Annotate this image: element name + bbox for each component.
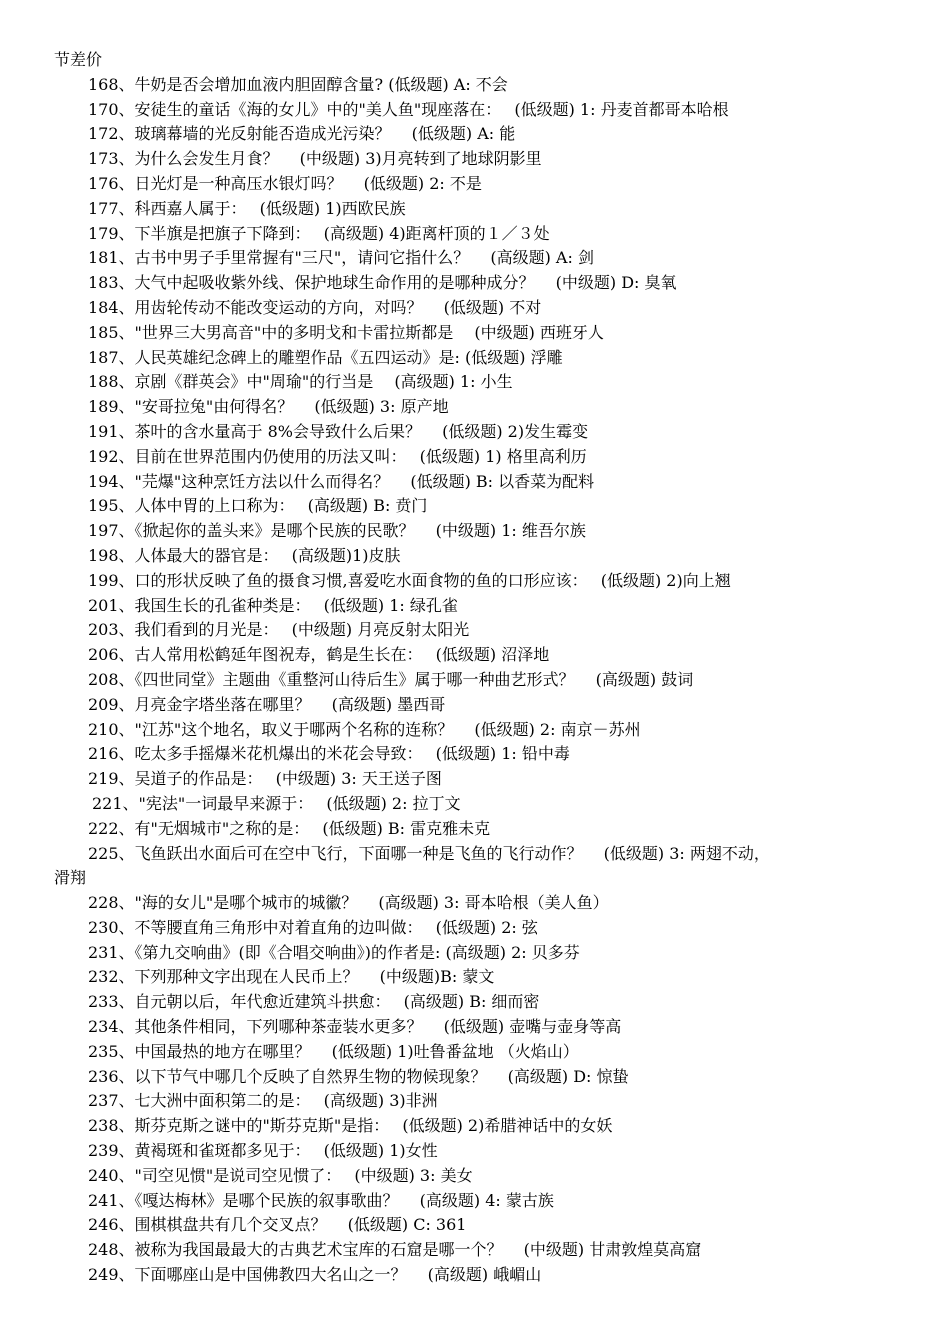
question-201: 201、我国生长的孔雀种类是： (低级题) 1: 绿孔雀 — [88, 595, 458, 615]
question-219: 219、吴道子的作品是： (中级题) 3: 天王送子图 — [88, 769, 442, 789]
question-234: 234、其他条件相同，下列哪种茶壶装水更多？ (低级题) 壶嘴与壶身等高 — [88, 1017, 622, 1037]
question-198: 198、人体最大的器官是： (高级题)1)皮肤 — [88, 545, 401, 565]
question-194: 194、"芫爆"这种烹饪方法以什么而得名？ (低级题) B: 以香菜为配料 — [88, 471, 595, 491]
question-222: 222、有"无烟城市"之称的是： (低级题) B: 雷克雅未克 — [88, 818, 491, 838]
question-225-continuation: 滑翔 — [54, 868, 87, 888]
question-238: 238、斯芬克斯之谜中的"斯芬克斯"是指： (低级题) 2)希腊神话中的女妖 — [88, 1116, 613, 1136]
question-173: 173、为什么会发生月食？ (中级题) 3)月亮转到了地球阴影里 — [88, 149, 542, 169]
question-203: 203、我们看到的月光是： (中级题) 月亮反射太阳光 — [88, 620, 470, 640]
question-172: 172、玻璃幕墙的光反射能否造成光污染？ (低级题) A: 能 — [88, 124, 516, 144]
question-170: 170、安徒生的童话《海的女儿》中的"美人鱼"现座落在： (低级题) 1: 丹麦首都哥本哈根 — [88, 99, 729, 119]
question-240: 240、"司空见惯"是说司空见惯了： (中级题) 3: 美女 — [88, 1165, 473, 1185]
question-187: 187、人民英雄纪念碑上的雕塑作品《五四运动》是: (低级题) 浮雕 — [88, 347, 563, 367]
question-249: 249、下面哪座山是中国佛教四大名山之一？ (高级题) 峨嵋山 — [88, 1265, 542, 1285]
question-225: 225、飞鱼跃出水面后可在空中飞行，下面哪一种是飞鱼的飞行动作？ (低级题) 3: 两翅不动， — [88, 843, 770, 863]
question-236: 236、以下节气中哪几个反映了自然界生物的物候现象？ (高级题) D: 惊蛰 — [88, 1066, 629, 1086]
question-181: 181、古书中男子手里常握有"三尺"，请问它指什么？ (高级题) A: 剑 — [88, 248, 594, 268]
question-248: 248、被称为我国最最大的古典艺术宝库的石窟是哪一个？ (中级题) 甘肃敦煌莫高窟 — [88, 1240, 702, 1260]
page-heading: 节差价 — [54, 50, 103, 69]
question-237: 237、七大洲中面积第二的是： (高级题) 3)非洲 — [88, 1091, 438, 1111]
question-239: 239、黄褐斑和雀斑都多见于： (低级题) 1)女性 — [88, 1141, 438, 1161]
question-191: 191、茶叶的含水量高于 8%会导致什么后果？ (低级题) 2)发生霉变 — [88, 421, 589, 441]
question-241: 241、《嘎达梅林》是哪个民族的叙事歌曲？ (高级题) 4: 蒙古族 — [88, 1190, 554, 1210]
question-185: 185、"世界三大男高音"中的多明戈和卡雷拉斯都是 (中级题) 西班牙人 — [88, 322, 604, 342]
question-179: 179、下半旗是把旗子下降到： (高级题) 4)距离杆顶的１／３处 — [88, 223, 550, 243]
question-233: 233、自元朝以后，年代愈近建筑斗拱愈： (高级题) B: 细而密 — [88, 992, 540, 1012]
question-188: 188、京剧《群英会》中"周瑜"的行当是 (高级题) 1: 小生 — [88, 372, 513, 392]
question-231: 231、《第九交响曲》(即《合唱交响曲》)的作者是: (高级题) 2: 贝多芬 — [88, 942, 580, 962]
question-168: 168、牛奶是否会增加血液内胆固醇含量? (低级题) A: 不会 — [88, 74, 508, 94]
question-list — [0, 48, 950, 1288]
question-184: 184、用齿轮传动不能改变运动的方向，对吗？ (低级题) 不对 — [88, 297, 542, 317]
question-232: 232、下列那种文字出现在人民币上？ (中级题)B: 蒙文 — [88, 967, 495, 987]
question-221: 221、"宪法"一词最早来源于： (低级题) 2: 拉丁文 — [92, 793, 461, 813]
question-209: 209、月亮金字塔坐落在哪里？ (高级题) 墨西哥 — [88, 694, 446, 714]
question-197: 197、《掀起你的盖头来》是哪个民族的民歌？ (中级题) 1: 维吾尔族 — [88, 521, 586, 541]
question-206: 206、古人常用松鹤延年图祝寿，鹤是生长在： (低级题) 沼泽地 — [88, 645, 550, 665]
question-199: 199、口的形状反映了鱼的摄食习惯,喜爱吃水面食物的鱼的口形应该： (低级题) 2)向上翘 — [88, 570, 731, 590]
question-183: 183、大气中起吸收紫外线、保护地球生命作用的是哪种成分？ (中级题) D: 臭氧 — [88, 273, 677, 293]
question-189: 189、"安哥拉兔"由何得名？ (低级题) 3: 原产地 — [88, 397, 449, 417]
question-192: 192、目前在世界范围内仍使用的历法又叫： (低级题) 1) 格里高利历 — [88, 446, 587, 466]
question-216: 216、吃太多手摇爆米花机爆出的米花会导致： (低级题) 1: 铅中毒 — [88, 744, 570, 764]
question-195: 195、人体中胃的上口称为： (高级题) B: 贲门 — [88, 496, 428, 516]
question-208: 208、《四世同堂》主题曲《重整河山待后生》属于哪一种曲艺形式？ (高级题) 鼓词 — [88, 669, 694, 689]
question-228: 228、"海的女儿"是哪个城市的城徽？ (高级题) 3: 哥本哈根（美人鱼） — [88, 893, 609, 913]
question-176: 176、日光灯是一种高压水银灯吗？ (低级题) 2: 不是 — [88, 173, 482, 193]
question-230: 230、不等腰直角三角形中对着直角的边叫做： (低级题) 2: 弦 — [88, 917, 538, 937]
question-235: 235、中国最热的地方在哪里？ (低级题) 1)吐鲁番盆地 （火焰山） — [88, 1041, 579, 1061]
question-246: 246、围棋棋盘共有几个交叉点？ (低级题) C: 361 — [88, 1215, 467, 1235]
question-177: 177、科西嘉人属于： (低级题) 1)西欧民族 — [88, 198, 406, 218]
question-210: 210、"江苏"这个地名，取义于哪两个名称的连称？ (低级题) 2: 南京－苏州 — [88, 719, 641, 739]
